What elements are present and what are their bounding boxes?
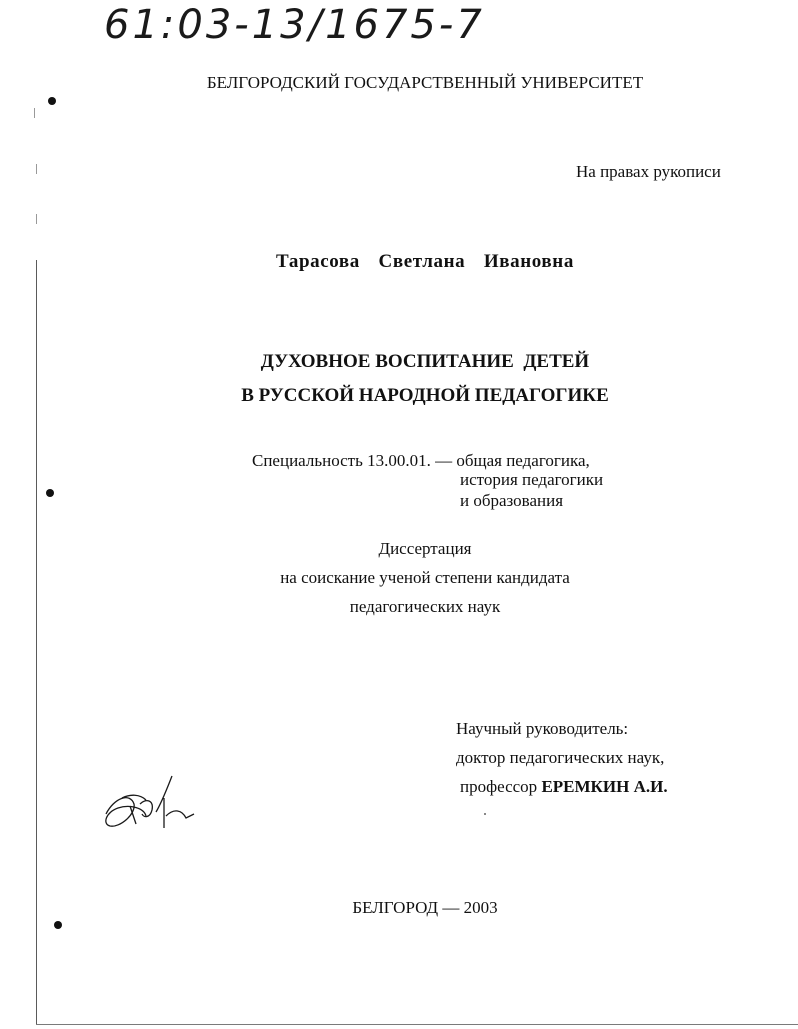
degree-line: на соискание ученой степени кандидата	[280, 568, 570, 587]
author-name: Тарасова Светлана Ивановна	[276, 251, 574, 272]
supervisor-name: ЕРЕМКИН А.И.	[541, 777, 668, 796]
punch-hole-mark	[54, 921, 62, 929]
supervisor-name-line	[460, 776, 668, 797]
dissertation-title-line-1: ДУХОВНОЕ ВОСПИТАНИЕ ДЕТЕЙ	[260, 351, 590, 372]
manuscript-rights: На правах рукописи	[576, 162, 721, 181]
dissertation-label: Диссертация	[378, 539, 472, 558]
scan-tick	[34, 108, 35, 118]
scan-tick	[36, 164, 37, 174]
sciences-line: педагогических наук	[349, 597, 501, 616]
signature-icon	[100, 768, 200, 836]
specialty-line-2: история педагогики	[460, 470, 604, 489]
supervisor-label: Научный руководитель:	[456, 719, 629, 738]
city-year: БЕЛГОРОД — 2003	[352, 898, 498, 917]
scan-tick	[36, 214, 37, 224]
archive-number: 61:03-13/1675-7	[104, 2, 485, 48]
punch-hole-mark	[46, 489, 54, 497]
scan-speck	[484, 813, 486, 815]
dissertation-title-line-2: В РУССКОЙ НАРОДНОЙ ПЕДАГОГИКЕ	[241, 385, 609, 406]
punch-hole-mark	[48, 97, 56, 105]
supervisor-title: профессор	[460, 777, 538, 796]
university-name: БЕЛГОРОДСКИЙ ГОСУДАРСТВЕННЫЙ УНИВЕРСИТЕТ	[206, 73, 644, 92]
specialty-line-3: и образования	[460, 491, 564, 510]
supervisor-degree: доктор педагогических наук,	[456, 748, 665, 767]
specialty-line-1: Специальность 13.00.01. — общая педагогика,	[252, 451, 590, 470]
scan-bottom-line	[36, 1024, 798, 1025]
